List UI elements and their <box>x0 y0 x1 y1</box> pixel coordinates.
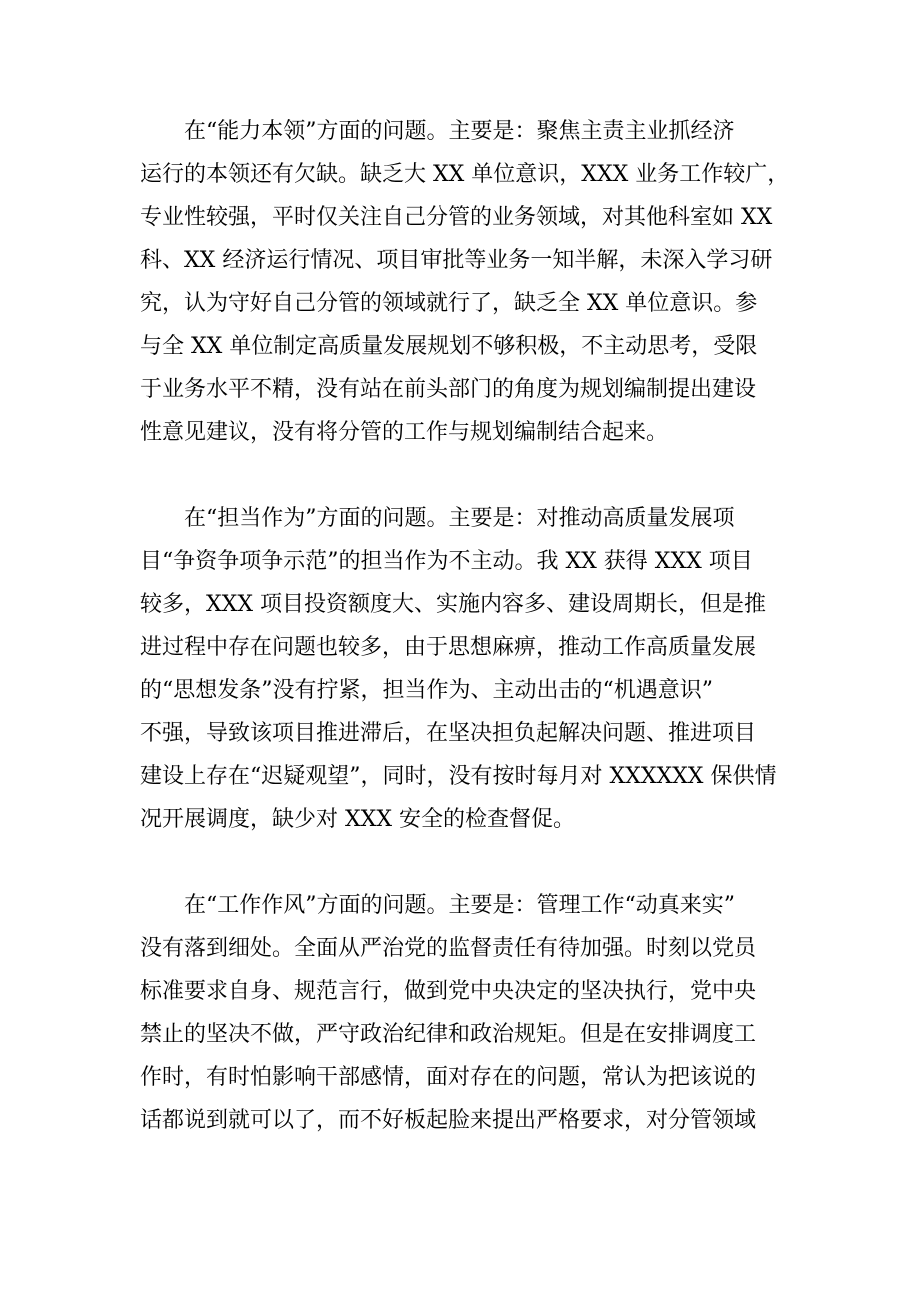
paragraph-responsibility <box>140 497 800 841</box>
text-line: 没有落到细处。全面从严治党的监督责任有待加强。时刻以党员 <box>140 936 757 961</box>
text-line: 专业性较强，平时仅关注自己分管的业务领域，对其他科室如 XX <box>140 205 773 230</box>
text-line: 作时，有时怕影响干部感情，面对存在的问题，常认为把该说的 <box>140 1065 757 1090</box>
text-line: 话都说到就可以了，而不好板起脸来提出严格要求，对分管领域 <box>140 1108 757 1133</box>
text-line: 究，认为守好自己分管的领域就行了，缺乏全 XX 单位意识。参 <box>140 291 758 316</box>
text-line: 建设上存在“迟疑观望”，同时，没有按时每月对 XXXXXX 保供情 <box>140 764 777 789</box>
text-line: 况开展调度，缺少对 XXX 安全的检查督促。 <box>140 807 575 832</box>
text-line: 进过程中存在问题也较多，由于思想麻痹，推动工作高质量发展 <box>140 635 757 660</box>
text-line: 科、XX 经济运行情况、项目审批等业务一知半解，未深入学习研 <box>140 248 773 273</box>
text-line: 标准要求自身、规范言行，做到党中央决定的坚决执行，党中央 <box>140 979 757 1004</box>
text-line: 的“思想发条”没有拧紧，担当作为、主动出击的“机遇意识” <box>140 678 713 703</box>
text-line: 较多，XXX 项目投资额度大、实施内容多、建设周期长，但是推 <box>140 592 766 617</box>
text-line: 目“争资争项争示范”的担当作为不主动。我 XX 获得 XXX 项目 <box>140 549 753 574</box>
text-line: 在“能力本领”方面的问题。主要是：聚焦主责主业抓经济 <box>184 119 735 144</box>
text-line: 禁止的坚决不做，严守政治纪律和政治规矩。但是在安排调度工 <box>140 1022 757 1047</box>
text-line: 不强，导致该项目推进滞后，在坚决担负起解决问题、推进项目 <box>140 721 757 746</box>
paragraph-work-style <box>140 884 800 1142</box>
text-line: 于业务水平不精，没有站在前头部门的角度为规划编制提出建设 <box>140 377 757 402</box>
text-line: 在“担当作为”方面的问题。主要是：对推动高质量发展项 <box>184 506 735 531</box>
text-line: 与全 XX 单位制定高质量发展规划不够积极，不主动思考，受限 <box>140 334 758 359</box>
text-line: 在“工作作风”方面的问题。主要是：管理工作“动真来实” <box>184 893 735 918</box>
text-line: 运行的本领还有欠缺。缺乏大 XX 单位意识，XXX 业务工作较广， <box>140 162 790 187</box>
text-line: 性意见建议，没有将分管的工作与规划编制结合起来。 <box>140 420 669 445</box>
paragraph-ability <box>140 110 800 454</box>
